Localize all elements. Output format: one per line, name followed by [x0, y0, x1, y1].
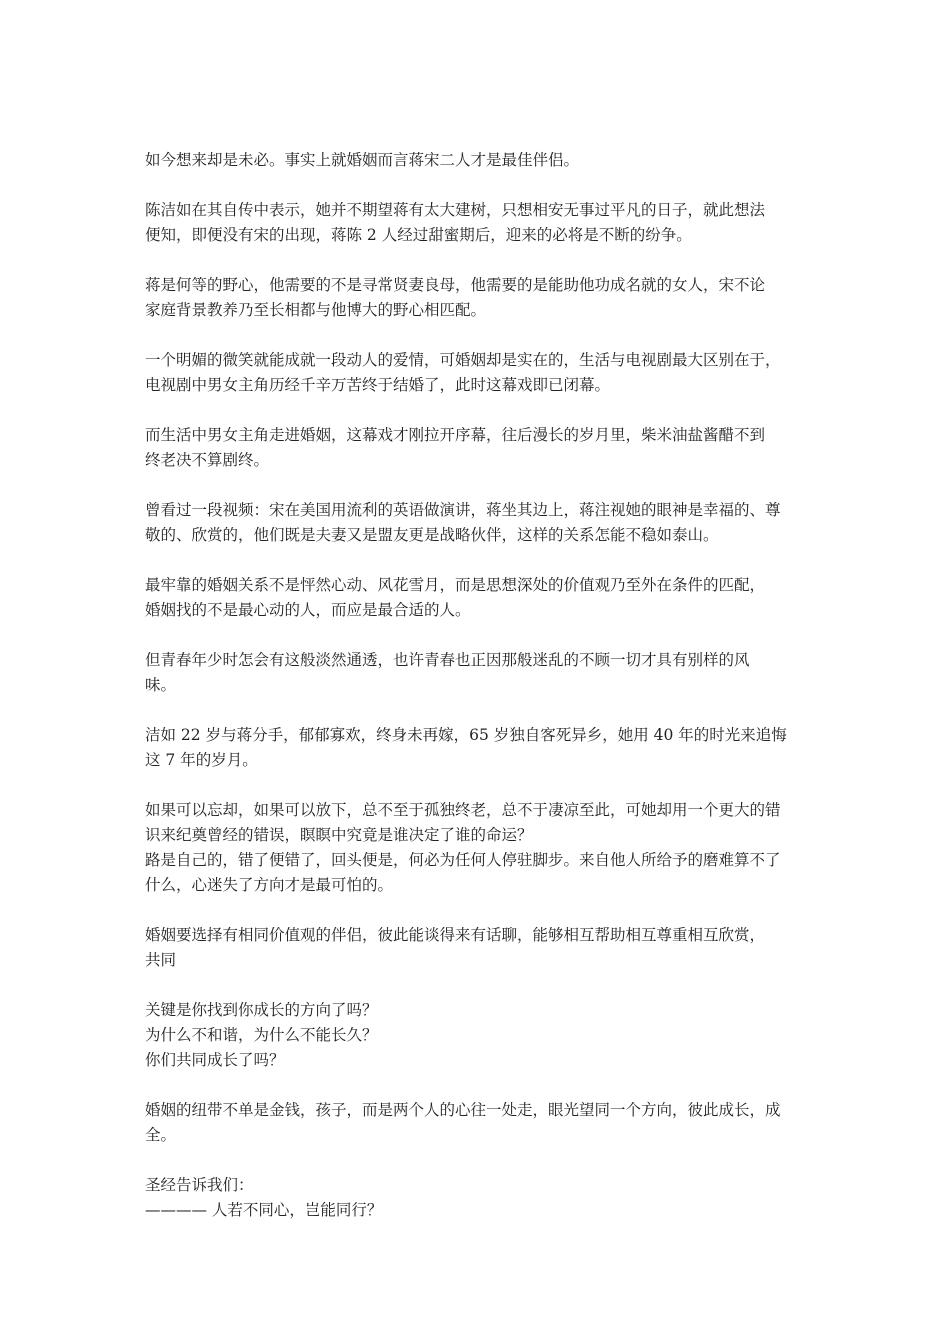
text-line: 曾看过一段视频：宋在美国用流利的英语做演讲，蒋坐其边上，蒋注视她的眼神是幸福的、尊 [145, 501, 781, 519]
paragraph-8 [145, 648, 835, 698]
text-line: 共同 [145, 951, 177, 969]
text-line: 路是自己的，错了便错了，回头便是，何必为任何人停驻脚步。来自他人所给予的磨难算不了 [145, 851, 781, 869]
text-line: 蒋是何等的野心，他需要的不是寻常贤妻良母，他需要的是能助他功成名就的女人，宋不论 [145, 276, 766, 294]
closing-quote-line: ———— 人若不同心，岂能同行？ [145, 1201, 383, 1219]
paragraph-14 [145, 1173, 835, 1223]
document-body [145, 148, 835, 1248]
text-line: 圣经告诉我们： [145, 1176, 254, 1194]
paragraph-2 [145, 198, 835, 248]
text-line: 如果可以忘却，如果可以放下，总不至于孤独终老，总不于凄凉至此，可她却用一个更大的错 [145, 801, 781, 819]
text-line: 陈洁如在其自传中表示，她并不期望蒋有太大建树，只想相安无事过平凡的日子，就此想法 [145, 201, 766, 219]
text-line: 婚姻的纽带不单是金钱，孩子，而是两个人的心往一处走，眼光望同一个方向，彼此成长，成 [145, 1101, 781, 1119]
text-line: 一个明媚的微笑就能成就一段动人的爱情，可婚姻却是实在的，生活与电视剧最大区别在于， [145, 351, 781, 369]
text-line: 婚姻要选择有相同价值观的伴侣，彼此能谈得来有话聊，能够相互帮助相互尊重相互欣赏， [145, 926, 766, 944]
paragraph-4 [145, 348, 835, 398]
text-line: 终老决不算剧终。 [145, 451, 270, 469]
paragraph-12 [145, 998, 835, 1073]
text-line: 如今想来却是未必。事实上就婚姻而言蒋宋二人才是最佳伴侣。 [145, 151, 580, 169]
text-line: 关键是你找到你成长的方向了吗？ [145, 1001, 378, 1019]
paragraph-10 [145, 798, 835, 898]
text-line: 电视剧中男女主角历经千辛万苦终于结婚了，此时这幕戏即已闭幕。 [145, 376, 611, 394]
text-line: 这 7 年的岁月。 [145, 751, 258, 769]
paragraph-13 [145, 1098, 835, 1148]
paragraph-5 [145, 423, 835, 473]
text-line: 洁如 22 岁与蒋分手，郁郁寡欢，终身未再嫁，65 岁独自客死异乡，她用 40 年的时光来追悔 [145, 726, 787, 744]
paragraph-3 [145, 273, 835, 323]
text-line: 敬的、欣赏的，他们既是夫妻又是盟友更是战略伙伴，这样的关系怎能不稳如泰山。 [145, 526, 719, 544]
text-line: 但青春年少时怎会有这般淡然通透，也许青春也正因那般迷乱的不顾一切才具有别样的风 [145, 651, 750, 669]
text-line: 便知，即便没有宋的出现，蒋陈 2 人经过甜蜜期后，迎来的必将是不断的纷争。 [145, 226, 692, 244]
paragraph-6 [145, 498, 835, 548]
paragraph-11 [145, 923, 835, 973]
text-line: 而生活中男女主角走进婚姻，这幕戏才刚拉开序幕，往后漫长的岁月里，柴米油盐酱醋不到 [145, 426, 766, 444]
text-line: 你们共同成长了吗？ [145, 1051, 285, 1069]
paragraph-9 [145, 723, 835, 773]
text-line: 家庭背景教养乃至长相都与他博大的野心相匹配。 [145, 301, 487, 319]
paragraph-1 [145, 148, 835, 173]
text-line: 什么，心迷失了方向才是最可怕的。 [145, 876, 394, 894]
text-line: 婚姻找的不是最心动的人，而应是最合适的人。 [145, 601, 471, 619]
paragraph-7 [145, 573, 835, 623]
text-line: 最牢靠的婚姻关系不是怦然心动、风花雪月，而是思想深处的价值观乃至外在条件的匹配， [145, 576, 766, 594]
text-line: 为什么不和谐，为什么不能长久？ [145, 1026, 378, 1044]
text-line: 全。 [145, 1126, 177, 1144]
text-line: 味。 [145, 676, 177, 694]
text-line: 识来纪奠曾经的错误，瞑瞑中究竟是谁决定了谁的命运？ [145, 826, 533, 844]
